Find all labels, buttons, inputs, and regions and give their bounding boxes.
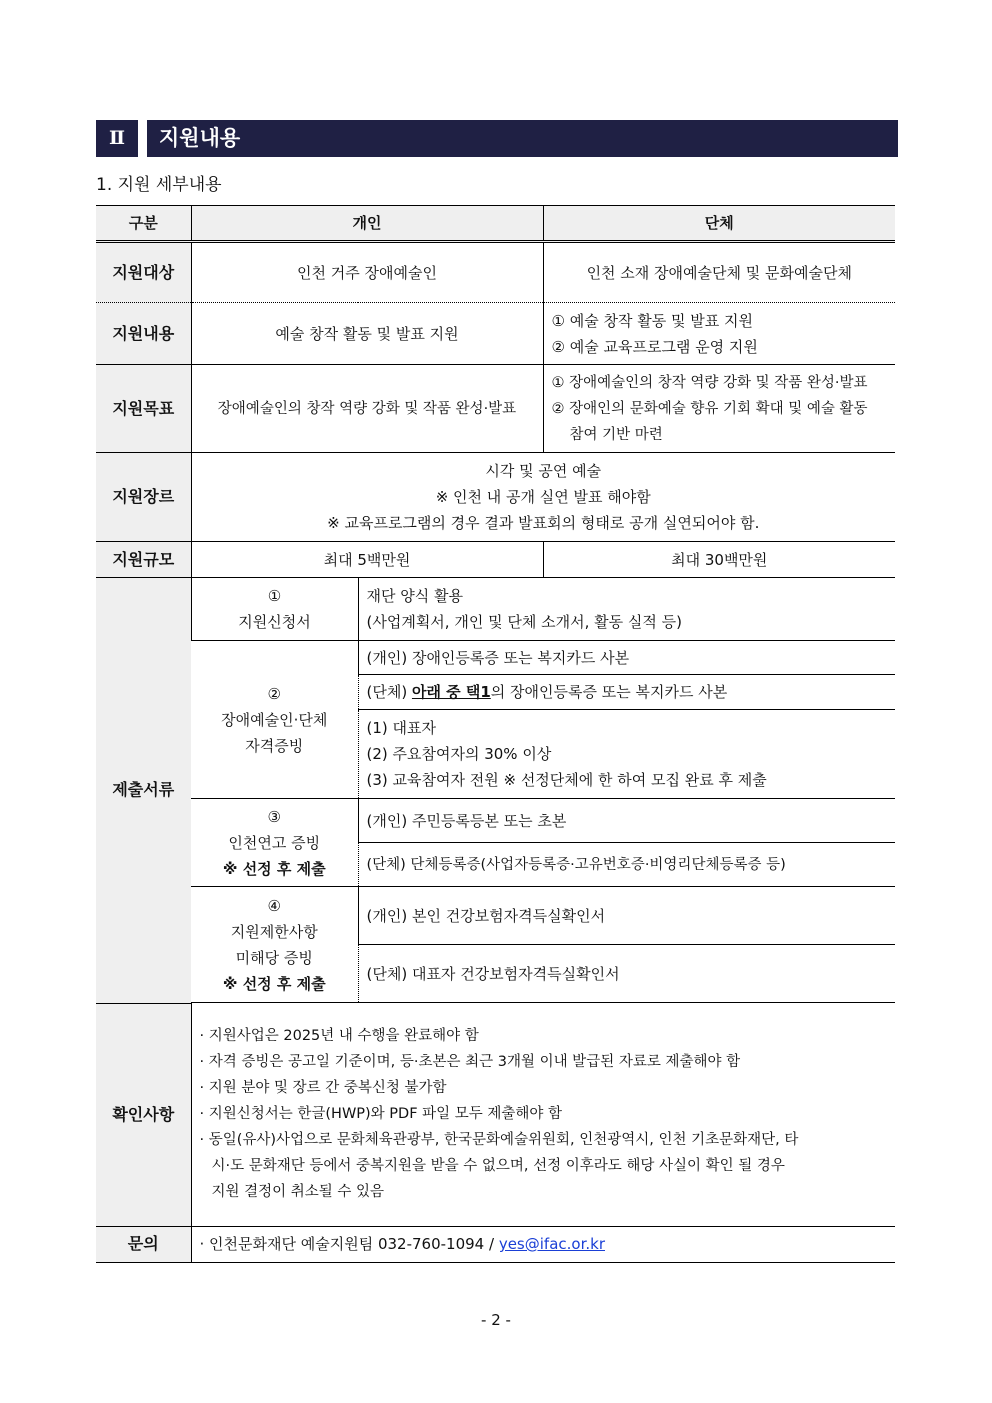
doc-name: 지원제한사항 [230,922,318,941]
doc-number: ③ [267,807,281,826]
option-line: (2) 주요참여자의 30% 이상 [366,745,552,763]
doc-number: ④ [267,896,281,915]
option-line: (1) 대표자 [366,719,436,737]
content-individual: 예술 창작 활동 및 발표 지원 [191,303,543,365]
row-label: 확인사항 [96,1003,191,1226]
doc-name: 인천연고 증빙 [228,833,321,852]
check-line: 지원 결정이 취소될 수 있음 [211,1184,385,1201]
doc-3-individual: (개인) 주민등록등본 또는 초본 [358,799,895,843]
list-item: ① 예술 창작 활동 및 발표 지원 [551,311,753,330]
doc-2-options [358,710,895,799]
row-goal [96,365,895,453]
doc-1-name [191,578,358,641]
subheading: 1. 지원 세부내용 [96,175,222,195]
content-group [543,303,895,365]
doc-3-name [191,799,358,887]
doc-4-name [191,887,358,1003]
row-label: 지원장르 [96,453,191,542]
doc-number: ① [267,587,282,605]
doc-2-group: (단체) 아래 중 택1의 장애인등록증 또는 복지카드 사본 [358,675,895,710]
target-group: 인천 소재 장애예술단체 및 문화예술단체 [543,242,895,303]
genre-content [191,453,895,542]
goal-group [543,365,895,453]
doc-3-group: (단체) 단체등록증(사업자등록증·고유번호증·비영리단체등록증 등) [358,843,895,887]
row-documents-1 [96,578,895,641]
email-link[interactable]: yes@ifac.or.kr [498,1235,605,1253]
goal-individual: 장애예술인의 창작 역량 강화 및 작품 완성·발표 [191,365,543,453]
row-genre [96,453,895,542]
row-label: 제출서류 [96,578,191,1004]
doc-line: (사업계획서, 개인 및 단체 소개서, 활동 실적 등) [366,613,682,631]
check-line: · 동일(유사)사업으로 문화체육관광부, 한국문화예술위원회, 인천광역시, 인천 기초문화재단, 타 [199,1132,799,1149]
genre-line: 시각 및 공연 예술 [485,462,602,480]
list-item: ① 장애예술인의 창작 역량 강화 및 작품 완성·발표 [551,374,868,391]
doc-name: 미해당 증빙 [235,948,313,967]
header-group: 단체 [543,206,895,242]
section-title: 지원내용 [147,120,898,157]
row-label: 지원대상 [96,242,191,303]
doc-4-group: (단체) 대표자 건강보험자격득실확인서 [358,945,895,1003]
row-target [96,242,895,303]
check-line: · 지원 분야 및 장르 간 중복신청 불가함 [199,1080,447,1097]
check-line: 시·도 문화재단 등에서 중복지원을 받을 수 없으며, 선정 이후라도 해당 사실이 확인 될 경우 [211,1158,785,1175]
row-inquiry [96,1226,895,1262]
support-details-table [96,205,895,1263]
doc-line: 재단 양식 활용 [366,587,463,605]
genre-line: ※ 교육프로그램의 경우 결과 발표회의 형태로 공개 실연되어야 함. [327,514,760,532]
row-documents-2a [96,641,895,675]
row-documents-3a [96,799,895,843]
doc-name: 장애예술인·단체 [221,710,328,729]
check-line: · 지원신청서는 한글(HWP)와 PDF 파일 모두 제출해야 함 [199,1106,563,1123]
doc-2-individual: (개인) 장애인등록증 또는 복지카드 사본 [358,641,895,675]
scale-individual: 최대 5백만원 [191,542,543,578]
target-individual: 인천 거주 장애예술인 [191,242,543,303]
doc-note: ※ 선정 후 제출 [222,974,326,993]
section-number: Ⅱ [96,120,138,157]
row-label: 문의 [96,1226,191,1262]
check-line: · 자격 증빙은 공고일 기준이며, 등·초본은 최근 3개월 이내 발급된 자료로 제출해야 함 [199,1054,741,1071]
genre-line: ※ 인천 내 공개 실연 발표 해야함 [435,488,651,506]
row-label: 지원내용 [96,303,191,365]
inquiry-content [191,1226,895,1262]
list-item: 참여 기반 마련 [569,426,663,443]
scale-group: 최대 30백만원 [543,542,895,578]
doc-name: 지원신청서 [238,613,311,631]
doc-4-individual: (개인) 본인 건강보험자격득실확인서 [358,887,895,945]
row-scale [96,542,895,578]
inquiry-text: · 인천문화재단 예술지원팀 032-760-1094 / [199,1235,499,1253]
row-content [96,303,895,365]
option-line: (3) 교육참여자 전원 ※ 선정단체에 한 하여 모집 완료 후 제출 [366,771,767,789]
section-header [96,120,898,157]
header-individual: 개인 [191,206,543,242]
row-documents-4a [96,887,895,945]
list-item: ② 예술 교육프로그램 운영 지원 [551,337,758,356]
header-category: 구분 [96,206,191,242]
row-label: 지원규모 [96,542,191,578]
doc-2-name [191,641,358,799]
emphasis-text: 아래 중 택1 [411,683,491,701]
doc-note: ※ 선정 후 제출 [222,859,326,878]
row-label: 지원목표 [96,365,191,453]
check-content [191,1003,895,1226]
check-line: · 지원사업은 2025년 내 수행을 완료해야 함 [199,1028,479,1045]
page-number: - 2 - [481,1311,511,1329]
doc-number: ② [267,684,281,703]
table-header-row [96,206,895,242]
list-item: ② 장애인의 문화예술 향유 기회 확대 및 예술 활동 [551,400,868,417]
doc-name: 자격증빙 [245,736,304,755]
row-check [96,1003,895,1226]
doc-1-detail [358,578,895,641]
